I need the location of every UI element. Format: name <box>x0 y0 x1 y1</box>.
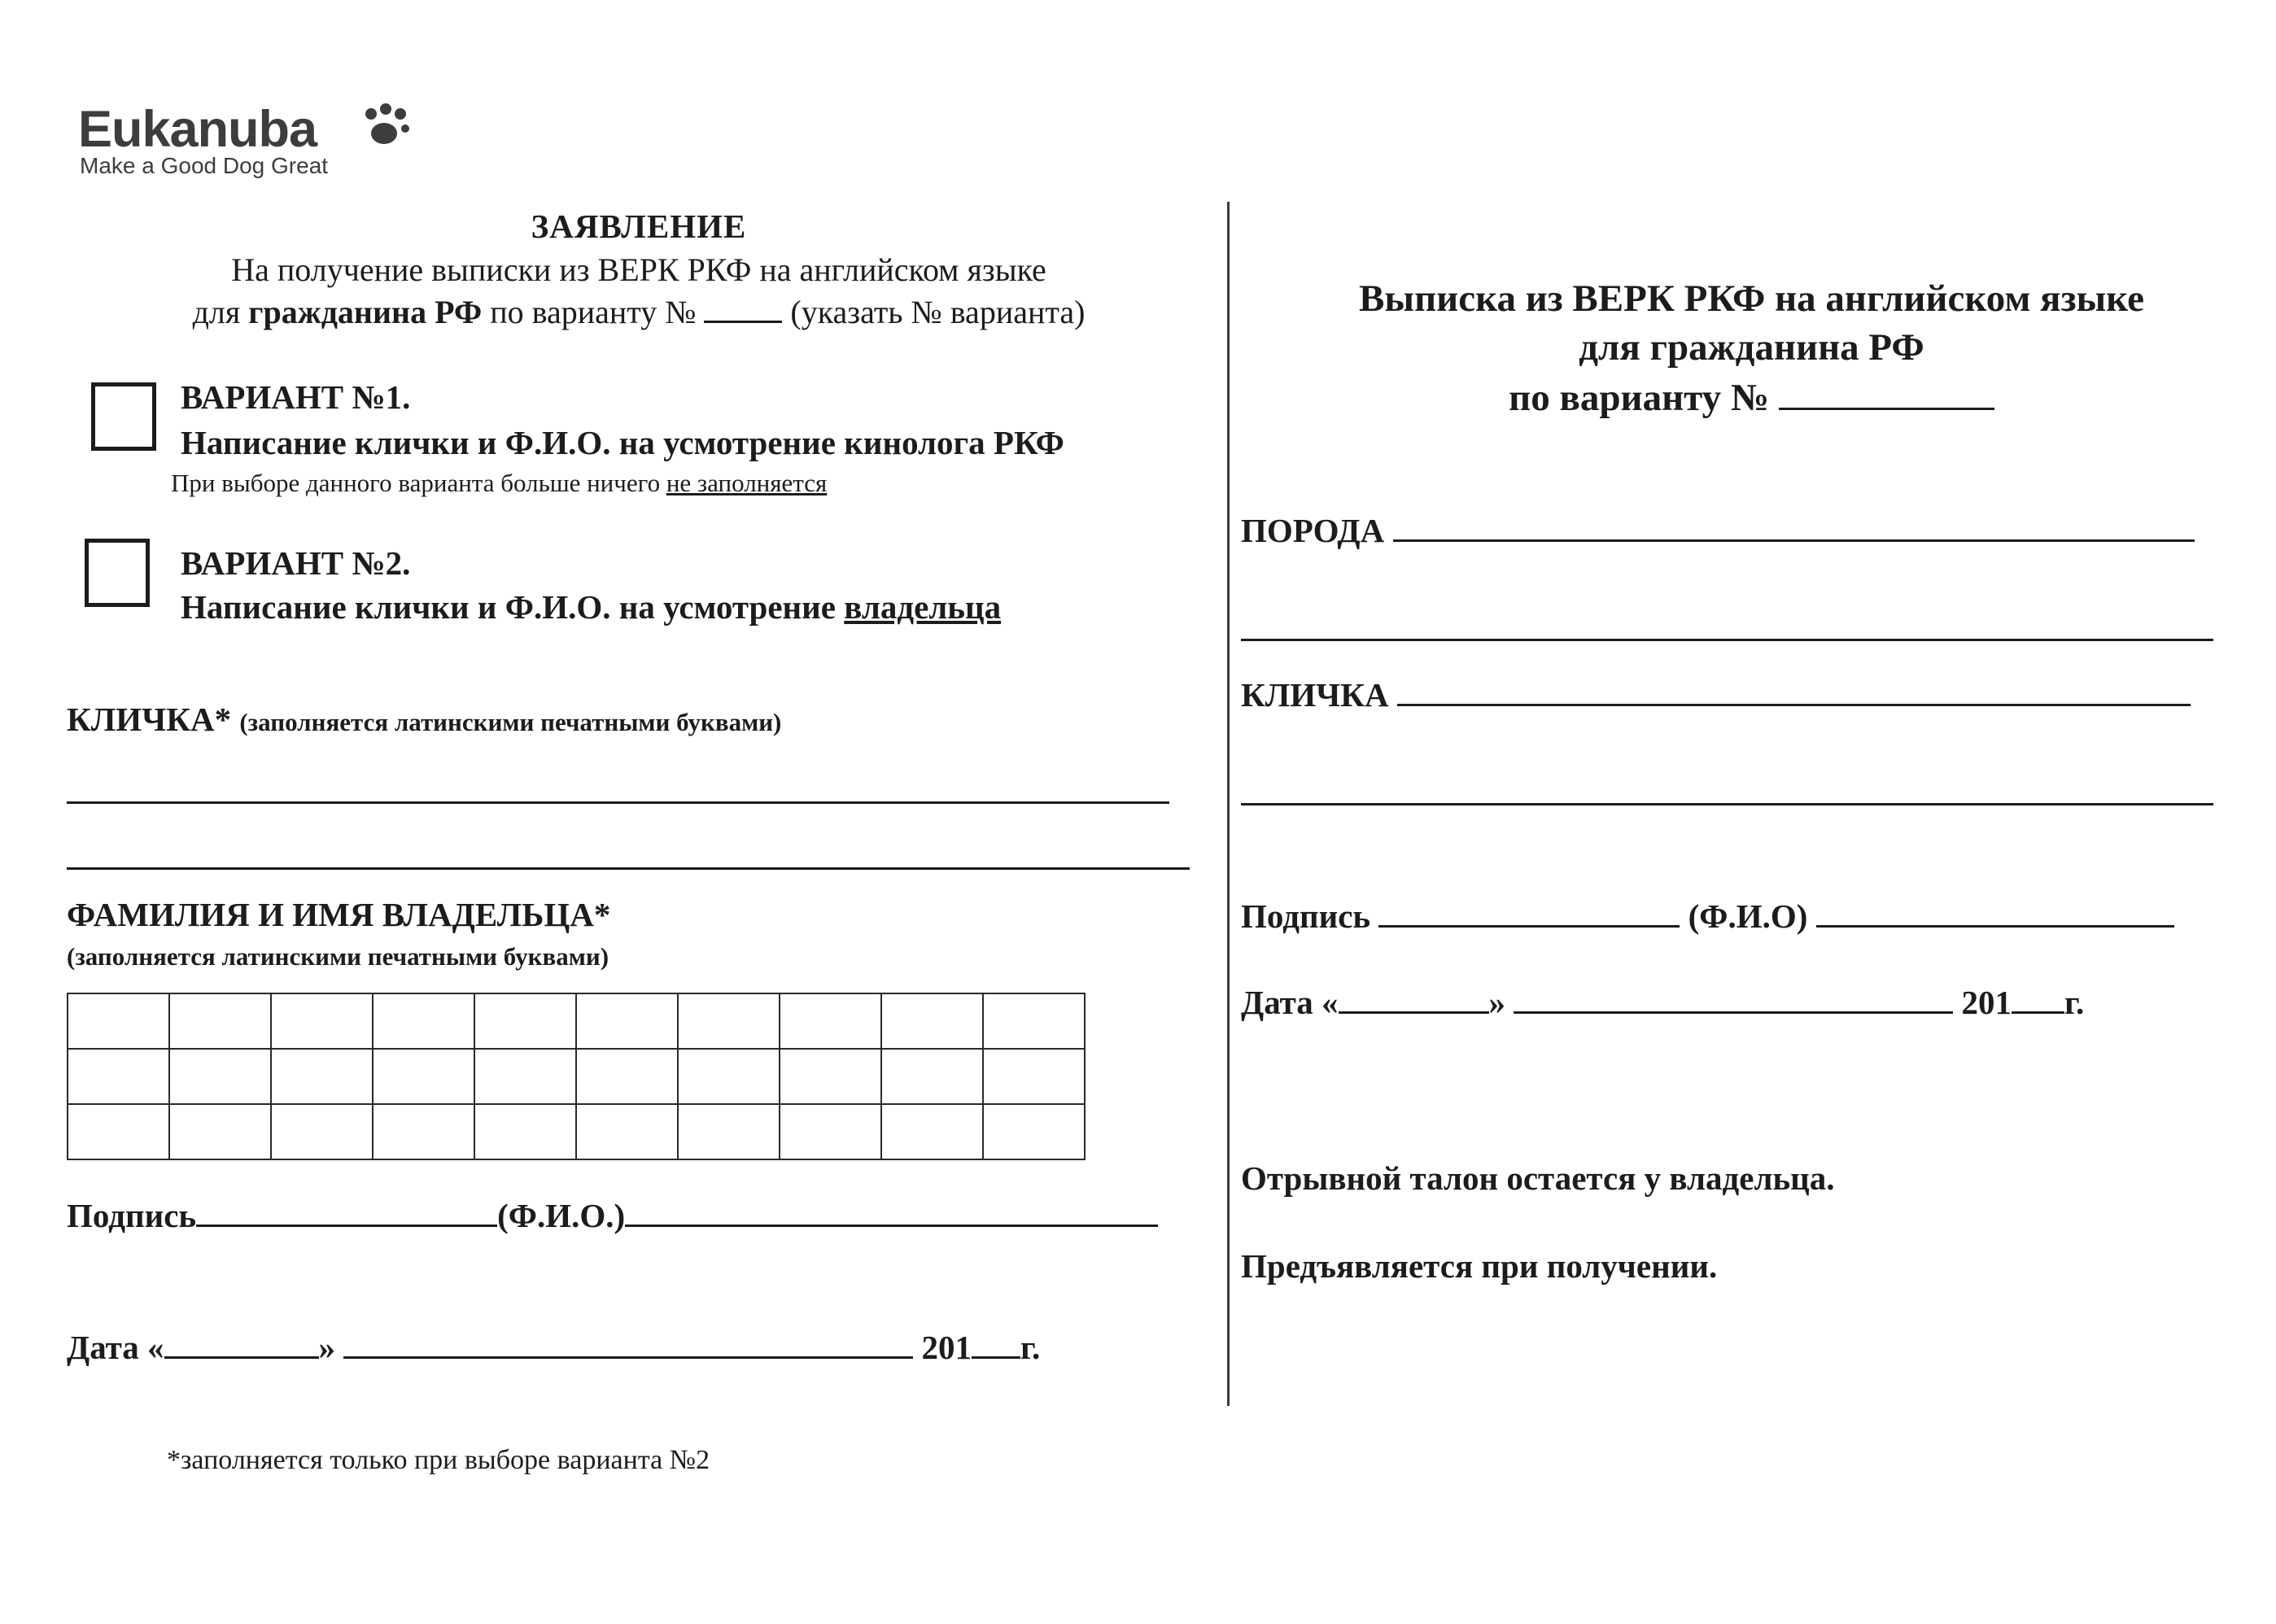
coupon-name-line-2[interactable] <box>1241 803 2213 805</box>
grid-letter-cell[interactable] <box>576 993 678 1049</box>
grid-letter-cell[interactable] <box>881 1049 983 1104</box>
grid-letter-cell[interactable] <box>678 1049 780 1104</box>
grid-letter-cell[interactable] <box>68 1049 169 1104</box>
coupon-date-month-field[interactable] <box>1514 1011 1953 1014</box>
grid-letter-cell[interactable] <box>983 993 1085 1049</box>
grid-letter-cell[interactable] <box>881 993 983 1049</box>
breed-line-2[interactable] <box>1241 639 2213 641</box>
owner-name-hint: (заполняется латинскими печатными буквами) <box>67 942 609 971</box>
subtitle-prefix: для <box>192 294 249 330</box>
owner-name-letter-grid[interactable] <box>67 993 1086 1160</box>
option2-description <box>181 587 1001 626</box>
subtitle-citizen: гражданина РФ <box>248 294 483 330</box>
grid-letter-cell[interactable] <box>678 993 780 1049</box>
coupon-date-row <box>1241 983 2084 1022</box>
option2-description-text: Написание клички и Ф.И.О. на усмотрение <box>181 588 845 626</box>
grid-letter-cell[interactable] <box>271 1049 373 1104</box>
subtitle-hint: (указать № варианта) <box>782 294 1086 330</box>
grid-letter-cell[interactable] <box>678 1104 780 1159</box>
year-suffix: г. <box>1020 1329 1041 1366</box>
grid-letter-cell[interactable] <box>780 1049 881 1104</box>
grid-letter-cell[interactable] <box>271 1104 373 1159</box>
coupon-year-prefix: 201 <box>1961 984 2012 1021</box>
grid-letter-cell[interactable] <box>373 993 474 1049</box>
option1-description: Написание клички и Ф.И.О. на усмотрение кинолога РКФ <box>181 424 1064 461</box>
grid-letter-cell[interactable] <box>169 1049 271 1104</box>
dog-name-line-2[interactable] <box>67 867 1190 870</box>
grid-letter-cell[interactable] <box>169 1104 271 1159</box>
signature-label: Подпись <box>67 1197 197 1234</box>
grid-row <box>68 1104 1085 1159</box>
grid-letter-cell[interactable] <box>983 1049 1085 1104</box>
coupon-variant-field[interactable] <box>1779 407 1994 410</box>
breed-field[interactable] <box>1393 539 2195 542</box>
date-row <box>67 1328 1040 1367</box>
grid-letter-cell[interactable] <box>983 1104 1085 1159</box>
grid-letter-cell[interactable] <box>373 1049 474 1104</box>
grid-letter-cell[interactable] <box>474 1049 576 1104</box>
coupon-year-suffix: г. <box>2064 984 2085 1021</box>
date-label: Дата « <box>67 1329 164 1366</box>
signature-field[interactable] <box>196 1224 497 1227</box>
grid-letter-cell[interactable] <box>576 1049 678 1104</box>
coupon-date-day-field[interactable] <box>1339 1011 1489 1014</box>
option2-checkbox[interactable] <box>85 539 150 607</box>
coupon-date-close-quote: » <box>1488 984 1506 1021</box>
grid-letter-cell[interactable] <box>576 1104 678 1159</box>
grid-letter-cell[interactable] <box>373 1104 474 1159</box>
coupon-name-field[interactable] <box>1397 703 2191 706</box>
grid-letter-cell[interactable] <box>780 993 881 1049</box>
coupon-message-1: Отрывной талон остается у владельца. <box>1241 1159 1835 1197</box>
year-field[interactable] <box>972 1356 1020 1359</box>
footnote: *заполняется только при выборе варианта №2 <box>167 1445 710 1475</box>
coupon-title-line2: для гражданина РФ <box>1579 326 1924 369</box>
grid-letter-cell[interactable] <box>474 993 576 1049</box>
application-subtitle-line2 <box>0 293 1278 331</box>
option2-title: ВАРИАНТ №2. <box>181 544 411 582</box>
grid-letter-cell[interactable] <box>780 1104 881 1159</box>
grid-letter-cell[interactable] <box>271 993 373 1049</box>
application-subtitle-line1: На получение выписки из ВЕРК РКФ на английском языке <box>231 251 1046 288</box>
coupon-title-line1: Выписка из ВЕРК РКФ на английском языке <box>1359 277 2144 320</box>
fio-label: (Ф.И.О.) <box>497 1197 626 1234</box>
grid-letter-cell[interactable] <box>68 1104 169 1159</box>
signature-row <box>67 1196 1158 1235</box>
option2-description-underlined: владельца <box>844 588 1002 626</box>
grid-row <box>68 993 1085 1049</box>
fio-field[interactable] <box>625 1224 1158 1227</box>
brand-tagline: Make a Good Dog Great <box>80 153 329 178</box>
coupon-signature-field[interactable] <box>1378 924 1680 928</box>
grid-letter-cell[interactable] <box>169 993 271 1049</box>
subtitle-variant-label: по варианту № <box>482 294 705 330</box>
dog-name-hint: (заполняется латинскими печатными буквами) <box>239 708 782 736</box>
dog-name-line-1[interactable] <box>67 801 1169 804</box>
application-title: ЗАЯВЛЕНИЕ <box>531 207 747 245</box>
coupon-name-row <box>1241 675 2191 714</box>
date-month-field[interactable] <box>343 1356 913 1359</box>
breed-row <box>1241 511 2195 550</box>
coupon-signature-label: Подпись <box>1241 897 1371 935</box>
date-close-quote: » <box>318 1329 336 1366</box>
brand-logo: Eukanuba <box>78 101 317 158</box>
variant-number-field[interactable] <box>704 320 782 323</box>
grid-letter-cell[interactable] <box>68 993 169 1049</box>
coupon-fio-field[interactable] <box>1816 924 2174 928</box>
grid-letter-cell[interactable] <box>474 1104 576 1159</box>
dog-name-label-text: КЛИЧКА* <box>67 701 232 738</box>
coupon-message-2: Предъявляется при получении. <box>1241 1247 1718 1285</box>
year-prefix: 201 <box>921 1329 972 1366</box>
coupon-date-label: Дата « <box>1241 984 1339 1021</box>
paw-logo-icon <box>360 103 412 150</box>
owner-name-label: ФАМИЛИЯ И ИМЯ ВЛАДЕЛЬЦА* <box>67 896 611 933</box>
coupon-year-field[interactable] <box>2012 1011 2064 1014</box>
option1-title: ВАРИАНТ №1. <box>181 378 411 416</box>
coupon-name-label: КЛИЧКА <box>1241 676 1389 714</box>
grid-row <box>68 1049 1085 1104</box>
grid-letter-cell[interactable] <box>881 1104 983 1159</box>
coupon-title-line3 <box>1227 376 2276 420</box>
coupon-signature-row <box>1241 897 2174 936</box>
option1-note-underlined: не заполняется <box>666 469 828 497</box>
coupon-variant-label: по варианту № <box>1509 377 1770 419</box>
option1-note <box>171 469 827 498</box>
option1-note-text: При выборе данного варианта больше ничего <box>171 469 666 497</box>
breed-label: ПОРОДА <box>1241 512 1385 549</box>
dog-name-label <box>67 700 781 739</box>
option1-checkbox[interactable] <box>91 382 156 451</box>
date-day-field[interactable] <box>164 1356 319 1359</box>
coupon-fio-label: (Ф.И.О) <box>1688 897 1808 935</box>
